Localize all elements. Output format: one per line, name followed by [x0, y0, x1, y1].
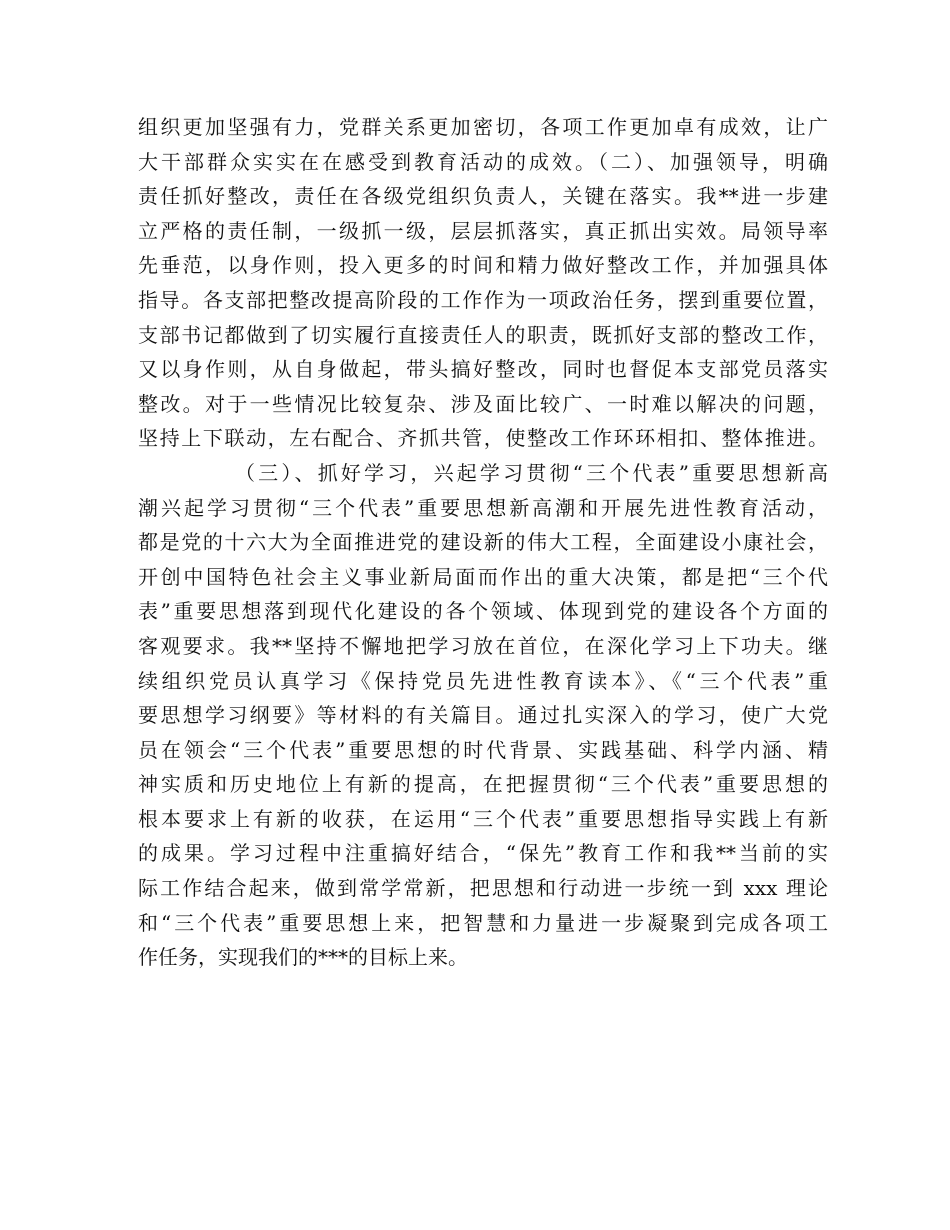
text-line: 先垂范，以身作则，投入更多的时间和精力做好整改工作，并加强具体: [138, 253, 828, 278]
text-line: 整改。对于一些情况比较复杂、涉及面比较广、一时难以解决的问题，: [138, 391, 828, 416]
text-line: 客观要求。我**坚持不懈地把学习放在首位，在深化学习上下功夫。继: [138, 633, 828, 658]
text-line: 际工作结合起来，做到常学常新，把思想和行动进一步统一到 xxx 理论: [138, 876, 828, 901]
text-line: 潮兴起学习贯彻“三个代表”重要思想新高潮和开展先进性教育活动，: [138, 495, 828, 520]
text-line: 指导。各支部把整改提高阶段的工作作为一项政治任务，摆到重要位置，: [138, 287, 828, 312]
text-line: 要思想学习纲要》等材料的有关篇目。通过扎实深入的学习，使广大党: [138, 703, 828, 728]
text-line: 的成果。学习过程中注重搞好结合，“保先”教育工作和我**当前的实: [138, 841, 828, 866]
text-line: 又以身作则，从自身做起，带头搞好整改，同时也督促本支部党员落实: [138, 357, 828, 382]
text-line: 开创中国特色社会主义事业新局面而作出的重大决策，都是把“三个代: [138, 564, 828, 589]
text-line: 支部书记都做到了切实履行直接责任人的职责，既抓好支部的整改工作，: [138, 322, 828, 347]
text-line: 根本要求上有新的收获，在运用“三个代表”重要思想指导实践上有新: [138, 806, 828, 831]
text-line: 都是党的十六大为全面推进党的建设新的伟大工程，全面建设小康社会，: [138, 530, 828, 555]
text-line: 立严格的责任制，一级抓一级，层层抓落实，真正抓出实效。局领导率: [138, 218, 828, 243]
text-line: 神实质和历史地位上有新的提高，在把握贯彻“三个代表”重要思想的: [138, 772, 828, 797]
body-text: [138, 110, 828, 975]
text-line: 表”重要思想落到现代化建设的各个领域、体现到党的建设各个方面的: [138, 599, 828, 624]
paragraph-start-line: （三）、抓好学习，兴起学习贯彻“三个代表”重要思想新高: [235, 460, 828, 485]
text-line: 责任抓好整改，责任在各级党组织负责人，关键在落实。我**进一步建: [138, 184, 828, 209]
text-line: 作任务，实现我们的***的目标上来。: [138, 945, 468, 970]
text-line: 坚持上下联动，左右配合、齐抓共管，使整改工作环环相扣、整体推进。: [138, 426, 828, 451]
text-line: 续组织党员认真学习《保持党员先进性教育读本》、《“三个代表”重: [138, 668, 828, 693]
text-line: 员在领会“三个代表”重要思想的时代背景、实践基础、科学内涵、精: [138, 737, 828, 762]
text-line: 组织更加坚强有力，党群关系更加密切，各项工作更加卓有成效，让广: [138, 115, 828, 139]
text-line: 大干部群众实实在在感受到教育活动的成效。（二）、加强领导，明确: [138, 149, 828, 174]
text-line: 和“三个代表”重要思想上来，把智慧和力量进一步凝聚到完成各项工: [138, 910, 828, 935]
